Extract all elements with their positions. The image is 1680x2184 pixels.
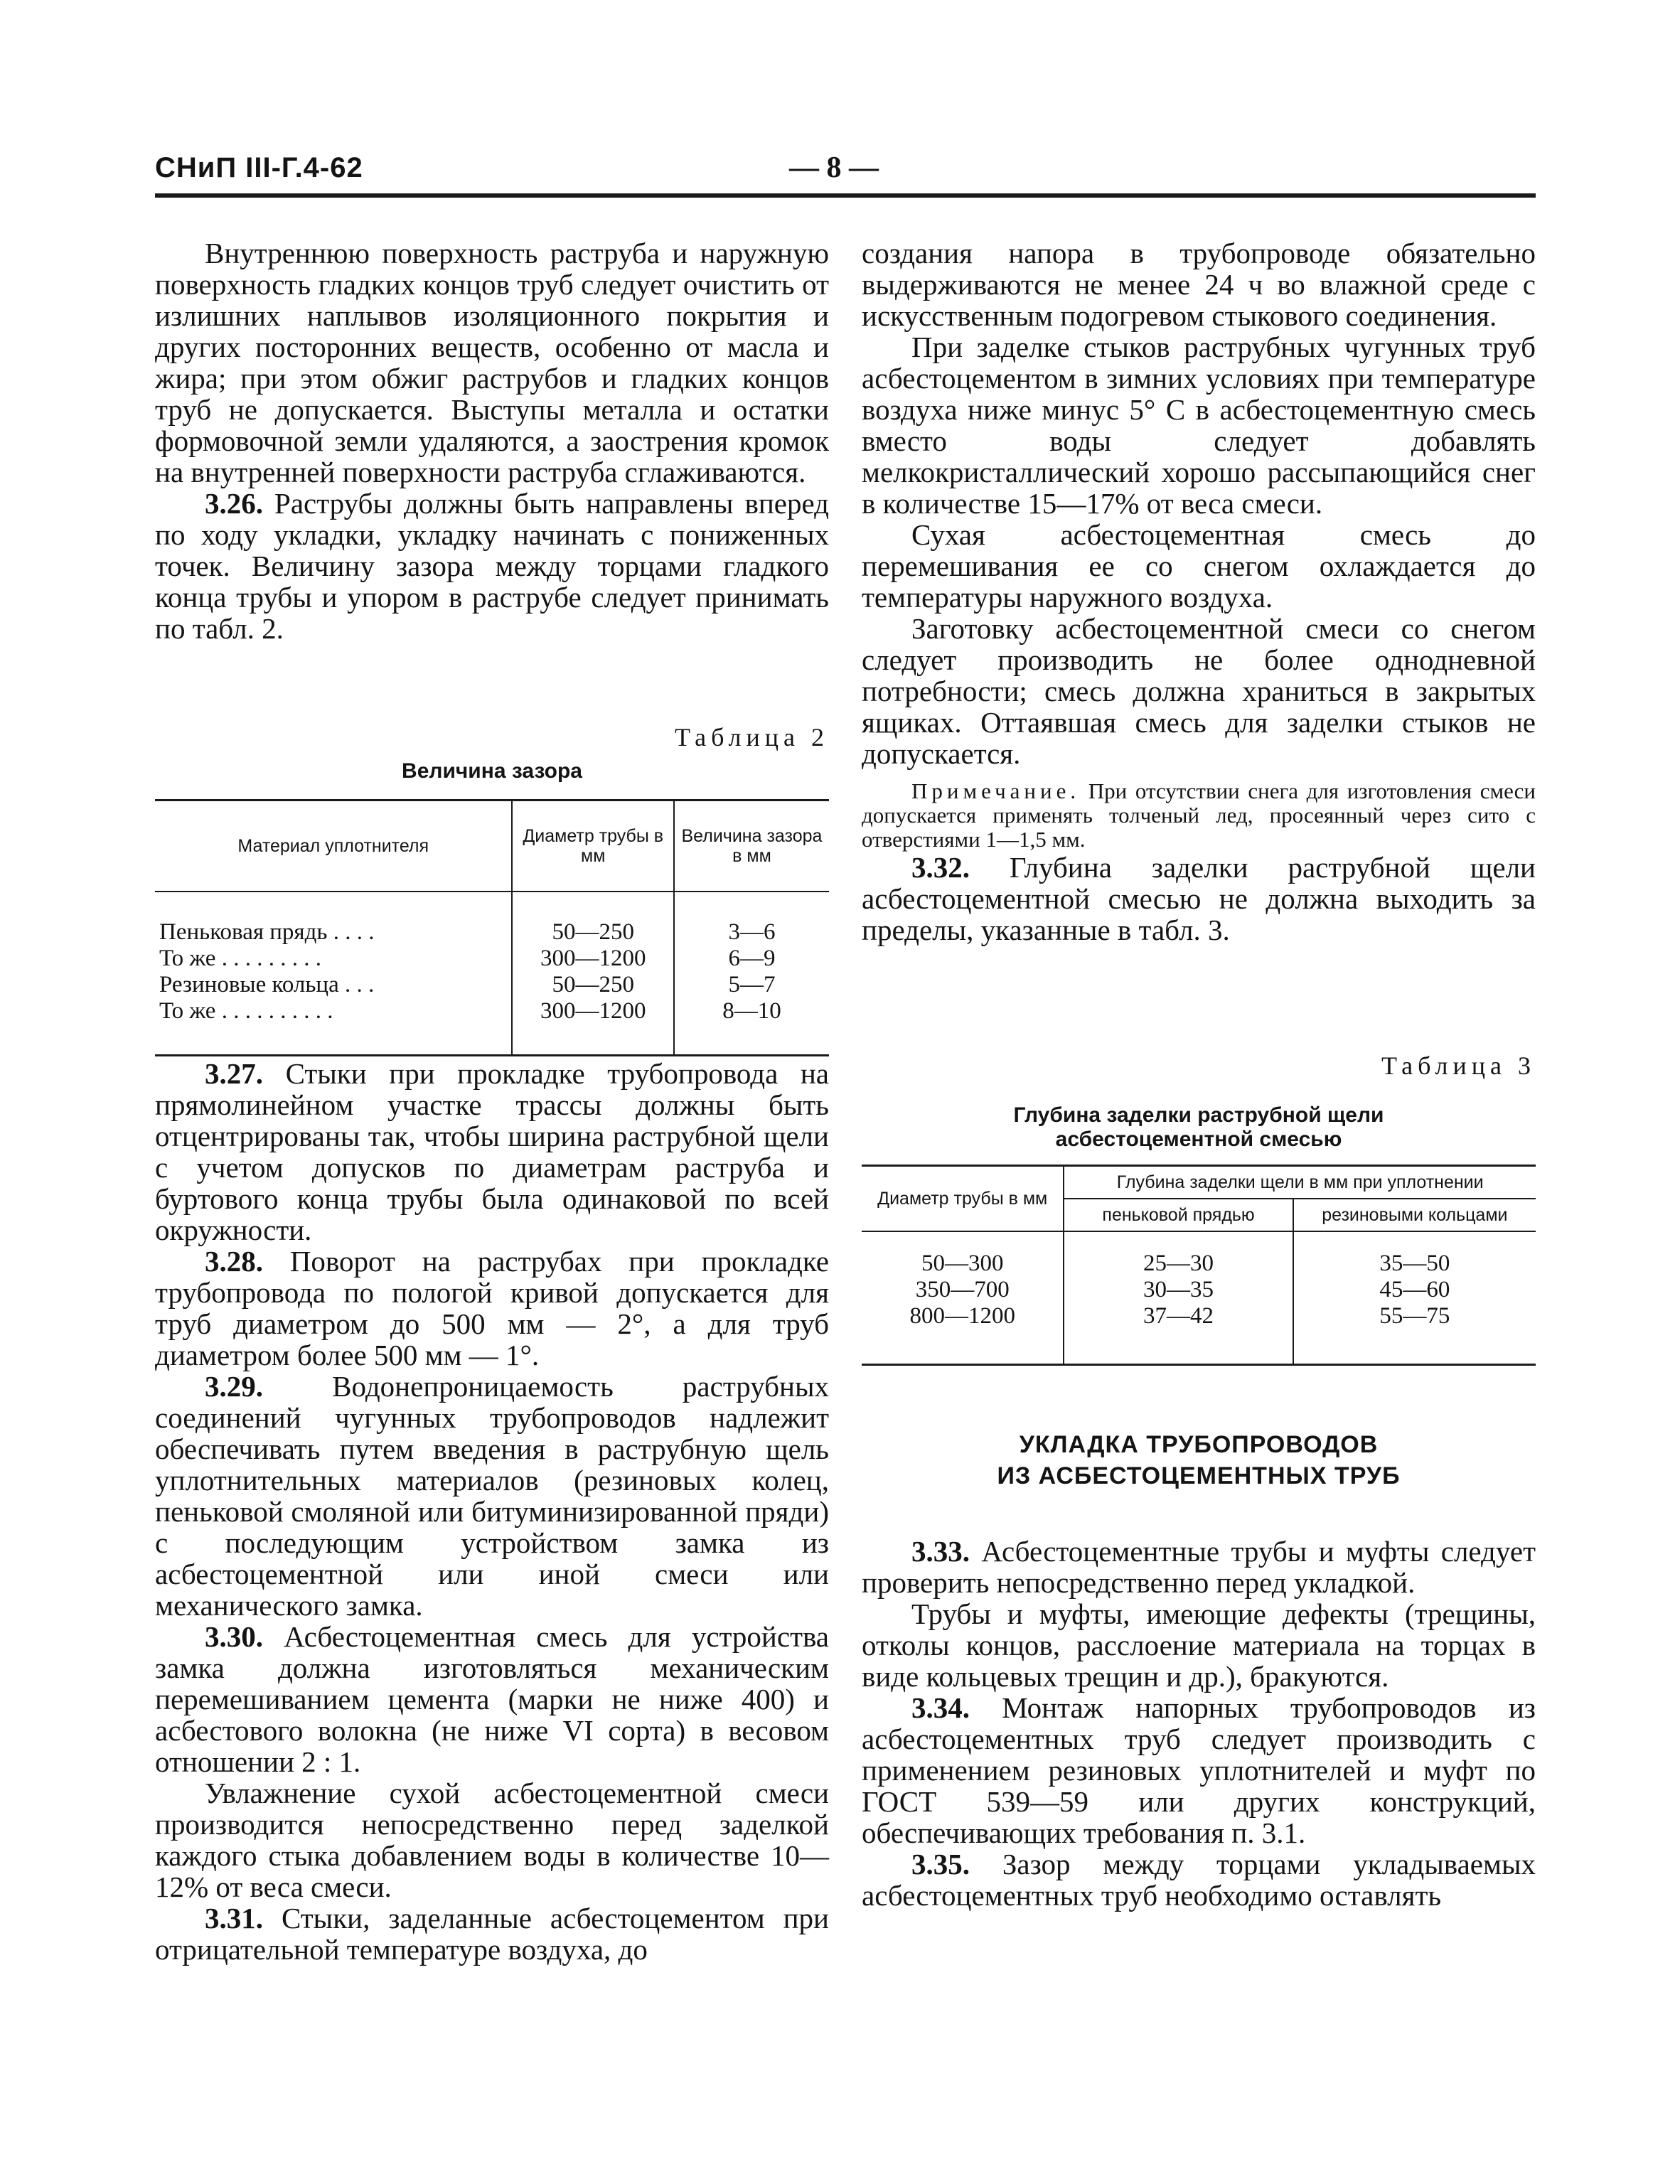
note: [862, 779, 1536, 852]
column-header-group: Глубина заделки щели в мм при уплотнении: [1064, 1166, 1536, 1199]
clause-text: Асбестоцементные трубы и муфты следует проверить непосредственно перед укладкой.: [862, 1535, 1536, 1599]
paragraph-3-28: [155, 1246, 829, 1371]
paragraph-3-35: [862, 1848, 1536, 1911]
table-cell: 35—50: [1293, 1231, 1536, 1277]
right-column-top: [862, 237, 1536, 946]
paragraph-3-32: [862, 852, 1536, 946]
table-3-title-line-2: асбестоцементной смесью: [1055, 1128, 1342, 1151]
table-cell: 55—75: [1293, 1303, 1536, 1365]
paragraph-dry-mix: Сухая асбестоцементная смесь до перемешивания ее со снегом охлаждается до температуры наружного воздуха.: [862, 518, 1536, 614]
table-3: [862, 1165, 1536, 1366]
paragraph-3-33: [862, 1536, 1536, 1598]
column-header: Материал уплотнителя: [155, 801, 512, 892]
right-column-bottom: [862, 1429, 1536, 1911]
paragraph-intro: Внутреннюю поверхность раструба и наружную поверхность гладких концов труб следует очистить от излишних наплывов изоляционного покрытия и других посторонних веществ, особенно от масла и жира; при этом обжиг раструбов и гладких концов труб не допускается. Выступы металла и остатки формовочной земли удаляются, а заострения кромок на внутренней поверхности раструба сглаживаются.: [155, 237, 829, 488]
document-code: СНиП III-Г.4-62: [155, 152, 363, 183]
clause-text: Стыки при прокладке трубопровода на прямолинейном участке трассы должны быть отцентрированы так, чтобы ширина раструбной щели с учетом допусков по диаметрам раструба и буртового конца трубы была одинаковой по всей окружности.: [155, 1057, 829, 1246]
clause-text: Монтаж напорных трубопроводов из асбестоцементных труб следует производить с применением резиновых уплотнителей и муфт по ГОСТ 539—59 или других конструкций, обеспечивающих требования п. 3.1.: [862, 1691, 1536, 1849]
table-2-label: Таблица 2: [675, 723, 829, 751]
paragraph-preparation: Заготовку асбестоцементной смеси со снегом следует производить не более однодневной потребности; смесь должна храниться в закрытых ящиках. Оттаявшая смесь для заделки стыков не допускается.: [862, 612, 1536, 770]
table-row: [862, 1277, 1536, 1303]
table-cell: 37—42: [1064, 1303, 1293, 1365]
clause-number: 3.34.: [911, 1691, 970, 1724]
table-2: [155, 799, 829, 1056]
note-text: При отсутствии снега для изготовления смеси допускается применять толченый лед, просеянный через сито с отверстиями 1—1,5 мм.: [862, 778, 1536, 852]
left-column-bottom: [155, 1058, 829, 1965]
paragraph-3-31: [155, 1902, 829, 1965]
table-cell: 50—250: [512, 892, 674, 946]
table-cell: То же . . . . . . . . . .: [159, 998, 333, 1024]
table-2-block: [155, 722, 829, 1056]
clause-number: 3.35.: [911, 1848, 970, 1880]
table-2-title: Величина зазора: [402, 759, 582, 783]
paragraph-3-27: [155, 1058, 829, 1246]
paragraph-winter: При заделке стыков раструбных чугунных труб асбестоцементом в зимних условиях при температуре воздуха ниже минус 5° С в асбестоцементную смесь вместо воды следует добавлять мелкокристаллический хорошо рассыпающийся снег в количестве 15—17% от веса смеси.: [862, 331, 1536, 520]
table-row: [155, 998, 829, 1056]
table-row: [155, 946, 829, 972]
paragraph-3-29: [155, 1371, 829, 1621]
paragraph-moistening: Увлажнение сухой асбестоцементной смеси производится непосредственно перед заделкой каждого стыка добавлением воды в количестве 10—12% от веса смеси.: [155, 1777, 829, 1903]
note-label: Примечание.: [911, 778, 1081, 803]
clause-text: Поворот на раструбах при прокладке трубопровода по пологой кривой допускается для труб диаметром до 500 мм — 2°, а для труб диаметром более 500 мм — 1°.: [155, 1245, 829, 1371]
table-3-label: Таблица 3: [1381, 1051, 1536, 1080]
table-cell: То же . . . . . . . . .: [159, 946, 321, 971]
table-cell: Пеньковая прядь . . . .: [159, 919, 375, 945]
table-cell: 50—300: [921, 1251, 1004, 1276]
table-cell: 8—10: [674, 998, 829, 1056]
table-cell: 25—30: [1064, 1231, 1293, 1277]
paragraph-3-34: [862, 1692, 1536, 1848]
clause-text: Асбестоцементная смесь для устройства замка должна изготовляться механическим перемешиванием цемента (марки не ниже 400) и асбестового волокна (не ниже VI сорта) в весовом отношении 2 : 1.: [155, 1620, 830, 1778]
column-header: Диаметр трубы в мм: [862, 1166, 1064, 1232]
left-column-top: [155, 237, 829, 644]
section-title: УКЛАДКА ТРУБОПРОВОДОВ: [1019, 1431, 1379, 1458]
table-cell: 300—1200: [512, 998, 674, 1056]
column-header: Диаметр трубы в мм: [512, 801, 674, 892]
table-header-row: [155, 801, 829, 892]
paragraph-defects: Трубы и муфты, имеющие дефекты (трещины, отколы концов, расслоение материала на торцах в виде кольцевых трещин и др.), бракуются.: [862, 1597, 1536, 1693]
paragraph-continuation: создания напора в трубопроводе обязательно выдерживаются не менее 24 ч во влажной среде с искусственным подогревом стыкового соединения.: [862, 237, 1536, 332]
table-cell: 3—6: [674, 892, 829, 946]
clause-text: Зазор между торцами укладываемых асбестоцементных труб необходимо оставлять: [862, 1848, 1536, 1912]
table-cell: 50—250: [512, 972, 674, 998]
clause-number: 3.31.: [205, 1902, 263, 1934]
header-rule: [155, 193, 1536, 198]
clause-text: Раструбы должны быть направлены вперед по ходу укладки, укладку начинать с пониженных точек. Величину зазора между торцами гладкого конца трубы и упором в раструбе следует принимать по табл. 2.: [155, 487, 830, 645]
clause-number: 3.28.: [205, 1245, 263, 1278]
clause-number: 3.26.: [205, 487, 263, 520]
clause-number: 3.33.: [911, 1535, 970, 1568]
clause-text: Стыки, заделанные асбестоцементом при отрицательной температуре воздуха, до: [155, 1902, 830, 1966]
clause-number: 3.32.: [911, 851, 970, 884]
table-3-block: [862, 1051, 1536, 1366]
table-3-title-line-1: Глубина заделки раструбной щели: [1013, 1103, 1384, 1127]
page-number: — 8 —: [789, 151, 879, 184]
clause-number: 3.27.: [205, 1057, 263, 1090]
table-cell: 5—7: [674, 972, 829, 998]
table-cell: 6—9: [674, 946, 829, 972]
clause-number: 3.30.: [205, 1620, 263, 1653]
table-cell: 45—60: [1293, 1277, 1536, 1303]
table-cell: 350—700: [915, 1277, 1010, 1302]
table-cell: 300—1200: [512, 946, 674, 972]
column-header: Величина зазора в мм: [674, 801, 829, 892]
clause-text: Водонепроницаемость раструбных соединений чугунных трубопроводов надлежит обеспечивать путем введения в раструбную щель уплотнительных материалов (резиновых колец, пеньковой смоляной или битуминизированной пряди) с последующим устройством замка из асбестоцементной или иной смеси или механического замка.: [155, 1370, 829, 1622]
table-row: [155, 892, 829, 946]
table-row: [862, 1303, 1536, 1365]
table-row: [862, 1231, 1536, 1277]
table-cell: Резиновые кольца . . .: [159, 972, 375, 997]
column-header: резиновыми кольцами: [1293, 1199, 1536, 1231]
clause-number: 3.29.: [205, 1370, 263, 1403]
table-cell: 800—1200: [909, 1303, 1015, 1329]
paragraph-3-26: [155, 488, 829, 644]
table-header-row: [862, 1166, 1536, 1199]
paragraph-3-30: [155, 1621, 829, 1777]
table-cell: 30—35: [1064, 1277, 1293, 1303]
column-header: пеньковой прядью: [1064, 1199, 1293, 1231]
table-row: [155, 972, 829, 998]
clause-text: Глубина заделки раструбной щели асбестоцементной смесью не должна выходить за пределы, указанные в табл. 3.: [862, 851, 1536, 946]
section-title: ИЗ АСБЕСТОЦЕМЕНТНЫХ ТРУБ: [997, 1462, 1401, 1489]
